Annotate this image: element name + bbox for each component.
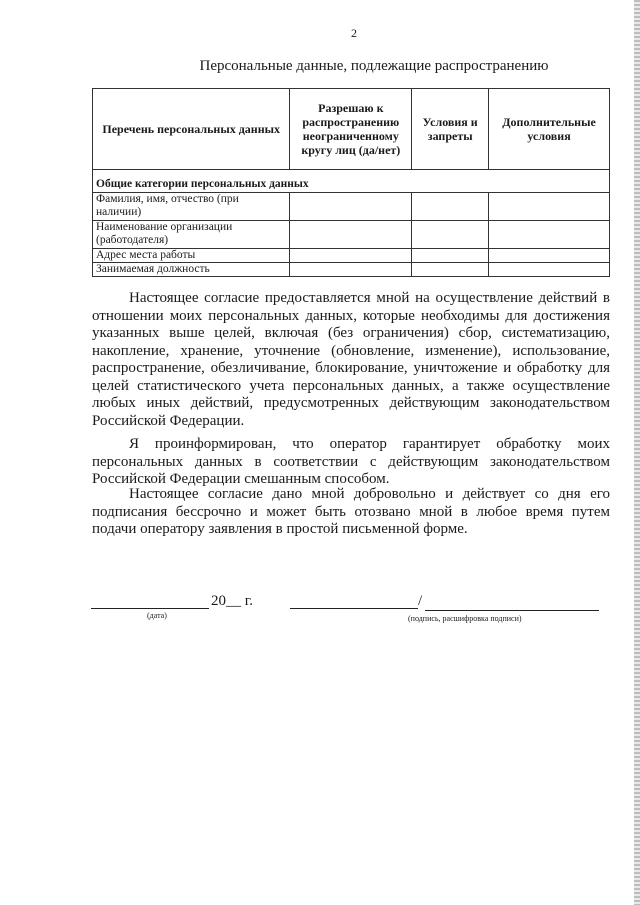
row-label: Адрес места работы [93, 249, 290, 263]
table-row [93, 193, 610, 221]
row-label: Наименование организации (работодателя) [93, 221, 290, 249]
header-permission: Разрешаю к распространению неограниченному кругу лиц (да/нет) [290, 89, 412, 170]
signature-caption: (подпись, расшифровка подписи) [408, 614, 522, 623]
conditions-cell[interactable] [412, 249, 489, 263]
document-heading: Персональные данные, подлежащие распространению [199, 58, 549, 74]
date-caption: (дата) [147, 611, 167, 620]
page-number: 2 [351, 26, 357, 40]
header-conditions: Условия и запреты [412, 89, 489, 170]
conditions-cell[interactable] [412, 263, 489, 277]
header-additional: Дополнительные условия [489, 89, 610, 170]
date-line[interactable] [91, 608, 209, 609]
permission-cell[interactable] [290, 221, 412, 249]
permission-cell[interactable] [290, 193, 412, 221]
category-label: Общие категории персональных данных [93, 170, 610, 193]
row-label: Фамилия, имя, отчество (при наличии) [93, 193, 290, 221]
signature-slash: / [418, 593, 423, 609]
signature-line[interactable] [290, 608, 418, 609]
additional-cell[interactable] [489, 221, 610, 249]
additional-cell[interactable] [489, 193, 610, 221]
permission-cell[interactable] [290, 249, 412, 263]
table-row [93, 221, 610, 249]
personal-data-table [92, 88, 610, 277]
category-row [93, 170, 610, 193]
date-year: 20__ г. [211, 593, 253, 609]
permission-cell[interactable] [290, 263, 412, 277]
conditions-cell[interactable] [412, 193, 489, 221]
row-label: Занимаемая должность [93, 263, 290, 277]
additional-cell[interactable] [489, 249, 610, 263]
table-row [93, 249, 610, 263]
additional-cell[interactable] [489, 263, 610, 277]
header-data-list: Перечень персональных данных [93, 89, 290, 170]
consent-paragraph: Настоящее согласие предоставляется мной на осуществление действий в отношении моих персональных данных, которые необходимы для достижения указанных выше целей, включая (без ограничения) сбор, систематизацию, накопление, хранение, уточнение (обновление, изменение), использование, распространение, обезличивание, блокирование, уничтожение и обработку для целей статистического учета персональных данных, а также осуществление любых иных действий, предусмотренных действующим законодательством Российской Федерации. [92, 290, 610, 429]
validity-paragraph: Настоящее согласие дано мной добровольно и действует со дня его подписания бессрочно и может быть отозвано мной в любое время путем подачи оператору заявления в простой письменной форме. [92, 486, 610, 537]
signature-decoding-line[interactable] [425, 610, 599, 611]
table-header-row [93, 89, 610, 170]
scan-edge [634, 0, 640, 905]
table-row [93, 263, 610, 277]
conditions-cell[interactable] [412, 221, 489, 249]
operator-paragraph: Я проинформирован, что оператор гарантирует обработку моих персональных данных в соответствии с действующим законодательством Российской Федерации смешанным способом. [92, 436, 610, 487]
